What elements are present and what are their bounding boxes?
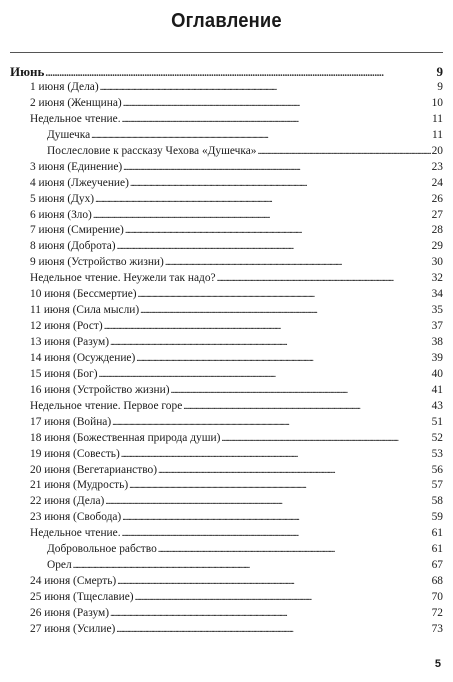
dot-leader [138,287,431,303]
toc-entry-title: 20 июня (Вегетарианство) [30,463,157,476]
dot-leader [135,590,431,606]
toc-entry-title: Орел [47,559,72,572]
dot-leader [112,415,430,431]
toc-entry-title: 2 июня (Женщина) [30,96,122,109]
dot-leader [105,494,430,510]
toc-entry[interactable] [10,80,443,96]
toc-section-row[interactable] [10,63,443,80]
toc-entry-title: 8 июня (Доброта) [30,240,116,253]
toc-entry[interactable] [10,255,443,271]
toc-entry-title: 22 июня (Дела) [30,495,105,508]
toc-entry[interactable] [10,478,443,494]
dot-leader [221,431,430,447]
toc-entry-page: 70 [431,591,443,603]
toc-entry-page: 39 [431,351,443,364]
dot-leader [116,622,430,638]
toc-entry[interactable] [10,192,443,208]
dot-leader [140,303,430,319]
toc-entry-title: 23 июня (Свобода) [30,511,122,524]
toc-entry[interactable] [10,96,443,112]
toc-entry-title: 4 июня (Лжеучение) [30,176,129,189]
dot-leader [91,128,431,144]
toc-entry[interactable] [10,399,443,415]
toc-entry[interactable] [10,319,443,335]
toc-entry[interactable] [10,208,443,224]
toc-entry-title: 17 июня (Война) [30,415,112,428]
toc-entry[interactable] [10,335,443,351]
dot-leader [110,606,431,622]
dot-leader [110,335,431,351]
toc-entry[interactable] [10,287,443,303]
dot-leader [73,558,431,574]
toc-entry[interactable] [10,271,443,287]
toc-entry[interactable] [10,510,443,526]
toc-entry-page: 34 [431,288,443,301]
dot-leader [122,112,431,128]
toc-entry[interactable] [10,112,443,128]
dot-leader [158,463,431,479]
toc-entry-title: Недельное чтение. [30,112,121,125]
toc-entry-page: 35 [431,304,443,317]
toc-entry-title: Недельное чтение. [30,527,121,540]
toc-entry[interactable] [10,542,443,558]
toc-entry-page: 23 [431,160,443,173]
toc-entry-title: 14 июня (Осуждение) [30,351,136,364]
toc-entry-page: 11 [432,112,443,125]
toc-entry-title: 21 июня (Мудрость) [30,479,129,492]
toc-entry-page: 9 [436,64,443,79]
toc-entry-page: 61 [431,543,443,556]
toc-entry[interactable] [10,447,443,463]
toc-entry-page: 59 [431,511,443,524]
toc-entry-title: 10 июня (Бессмертие) [30,288,137,301]
toc-entry-title: 13 июня (Разум) [30,336,110,348]
toc-entry-title: 7 июня (Смирение) [30,224,124,237]
toc-entry-page: 11 [432,128,443,141]
table-of-contents [10,63,443,638]
dot-leader [121,447,431,463]
page-title: Оглавление [171,10,282,32]
toc-entry-title: 15 июня (Бог) [30,367,98,380]
toc-entry-page: 37 [431,320,443,333]
toc-entry-title: 1 июня (Дела) [30,81,99,93]
toc-entry-page: 27 [431,208,443,221]
toc-entry-title: 3 июня (Единение) [30,160,123,173]
toc-entry[interactable] [10,431,443,447]
toc-entry-page: 67 [431,559,443,572]
dot-leader [183,399,430,415]
dot-leader [123,96,431,112]
dot-leader [122,510,430,526]
toc-entry[interactable] [10,383,443,399]
toc-entry-page: 38 [431,336,443,348]
toc-entry-title: 26 июня (Разум) [30,606,110,619]
dot-leader [95,192,431,208]
toc-entry-title: Недельное чтение. Первое горе [30,399,183,412]
toc-entry[interactable] [10,239,443,255]
toc-entry-title: Послесловие к рассказу Чехова «Душечка» [47,144,257,157]
dot-leader [117,574,430,590]
dot-leader [130,176,431,192]
toc-entry-title: 6 июня (Зло) [30,208,92,221]
toc-entry[interactable] [10,526,443,542]
toc-entry-page: 56 [431,463,443,476]
dot-leader [217,271,431,287]
toc-entry[interactable] [10,128,443,144]
toc-entry-title: 18 июня (Божественная природа души) [30,431,221,444]
toc-entry-page: 52 [431,431,443,444]
toc-entry-title: Недельное чтение. Неужели так надо? [30,272,216,285]
toc-entry-page: 73 [431,622,443,635]
toc-entry-page: 9 [437,81,443,93]
toc-entry[interactable] [10,463,443,479]
toc-entry-title: Добровольное рабство [47,543,157,556]
dot-leader [125,223,431,239]
toc-entry-page: 61 [431,527,443,540]
toc-entry[interactable] [10,606,443,622]
dot-leader [165,255,431,271]
toc-entry-title: 12 июня (Рост) [30,320,103,333]
toc-entry[interactable] [10,558,443,574]
dot-leader [129,478,430,494]
dot-leader [158,542,431,558]
toc-entry-page: 24 [431,176,443,189]
page-number: 5 [434,658,441,670]
toc-entry[interactable] [10,574,443,590]
title-divider [10,52,443,53]
toc-entry[interactable] [10,590,443,606]
toc-entry-page: 41 [431,383,443,396]
toc-entry[interactable] [10,367,443,383]
toc-entry-page: 40 [431,367,443,380]
toc-entry[interactable] [10,223,443,239]
toc-entry-page: 57 [431,479,443,492]
toc-entry-page: 26 [431,192,443,205]
toc-entry[interactable] [10,303,443,319]
dot-leader [100,80,437,96]
toc-entry[interactable] [10,622,443,638]
toc-entry-title: 25 июня (Тщеславие) [30,591,134,603]
toc-entry[interactable] [10,160,443,176]
toc-entry-title: 5 июня (Дух) [30,192,95,205]
toc-entry-title: 9 июня (Устройство жизни) [30,256,164,269]
toc-entry-page: 10 [431,96,443,109]
dot-leader [99,367,431,383]
toc-entry[interactable] [10,415,443,431]
dot-leader [123,160,430,176]
toc-entry-page: 28 [431,224,443,237]
toc-entry-page: 32 [431,272,443,285]
toc-entry-page: 51 [431,415,443,428]
toc-entry[interactable] [10,351,443,367]
toc-entry[interactable] [10,176,443,192]
toc-entry-title: Душечка [47,128,91,141]
toc-entry-page: 43 [431,399,443,412]
toc-entry-title: Июнь [10,64,45,79]
toc-entry-title: 19 июня (Совесть) [30,447,120,460]
toc-entry-page: 68 [431,575,443,588]
toc-entry-page: 72 [431,606,443,619]
dot-leader [171,383,431,399]
dot-leader [122,526,431,542]
dot-leader [136,351,430,367]
dot-leader [104,319,431,335]
dot-leader [117,239,431,255]
toc-entry-page: 53 [431,447,443,460]
dot-leader [258,144,431,160]
toc-entry-page: 58 [431,495,443,508]
toc-entry[interactable] [10,144,443,160]
toc-entry-page: 30 [431,256,443,269]
toc-entry-title: 27 июня (Усилие) [30,622,116,635]
toc-entry-title: 11 июня (Сила мысли) [30,304,140,317]
toc-entry[interactable] [10,494,443,510]
toc-entry-title: 16 июня (Устройство жизни) [30,383,170,396]
toc-entry-title: 24 июня (Смерть) [30,575,117,588]
dot-leader [93,208,431,224]
toc-entry-page: 29 [431,240,443,253]
toc-entry-page: 20 [431,144,443,157]
